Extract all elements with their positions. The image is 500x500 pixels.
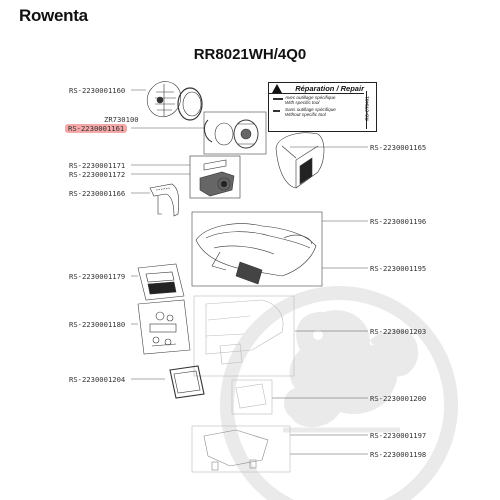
part-motor-cover — [276, 133, 324, 188]
ref-2230001197: RS-2230001197 — [370, 431, 427, 440]
part-motor-fan — [147, 82, 202, 120]
ref-2230001165: RS-2230001165 — [370, 143, 427, 152]
legend-without-tool-en: Without specific tool — [285, 112, 326, 117]
part-bottom-assembly — [192, 426, 290, 472]
part-sensor-plate — [138, 264, 184, 300]
ref-2230001166: RS-2230001166 — [69, 189, 126, 198]
legend-with-tool-fr: Avec outillage spécifique — [285, 95, 336, 100]
part-filter — [170, 366, 204, 398]
ref-zr730100: ZR730100 — [104, 115, 139, 124]
ref-2230001161-highlighted: RS-2230001161 — [65, 124, 127, 133]
part-wheel-kit — [138, 300, 190, 354]
ref-2230001195: RS-2230001195 — [370, 264, 427, 273]
part-motor-assembly — [204, 112, 266, 154]
ref-2230001204: RS-2230001204 — [69, 375, 126, 384]
brand-logo: Rowenta — [19, 6, 88, 25]
part-base-body — [196, 224, 316, 284]
ref-2230001200: RS-2230001200 — [370, 394, 427, 403]
ref-2230001196: RS-2230001196 — [370, 217, 427, 226]
part-bumper — [194, 296, 294, 376]
legend-with-tool-en: With specific tool — [285, 100, 320, 105]
part-side-module — [232, 380, 272, 414]
ref-2230001180: RS-2230001180 — [69, 320, 126, 329]
ref-2230001203: RS-2230001203 — [370, 327, 427, 336]
ref-2230001172: RS-2230001172 — [69, 170, 126, 179]
legend-without-tool-fr: Sans outillage spécifique — [285, 107, 336, 112]
model-title: RR8021WH/4Q0 — [193, 46, 307, 63]
legend-code: RO-CT8461 — [364, 96, 370, 121]
part-handle-bracket — [150, 184, 179, 216]
part-bracket-frame — [190, 156, 240, 198]
ref-2230001179: RS-2230001179 — [69, 272, 126, 281]
legend-title: Réparation / Repair — [295, 84, 364, 93]
ref-2230001198: RS-2230001198 — [370, 450, 427, 459]
ref-2230001171: RS-2230001171 — [69, 161, 126, 170]
ref-2230001160: RS-2230001160 — [69, 86, 126, 95]
